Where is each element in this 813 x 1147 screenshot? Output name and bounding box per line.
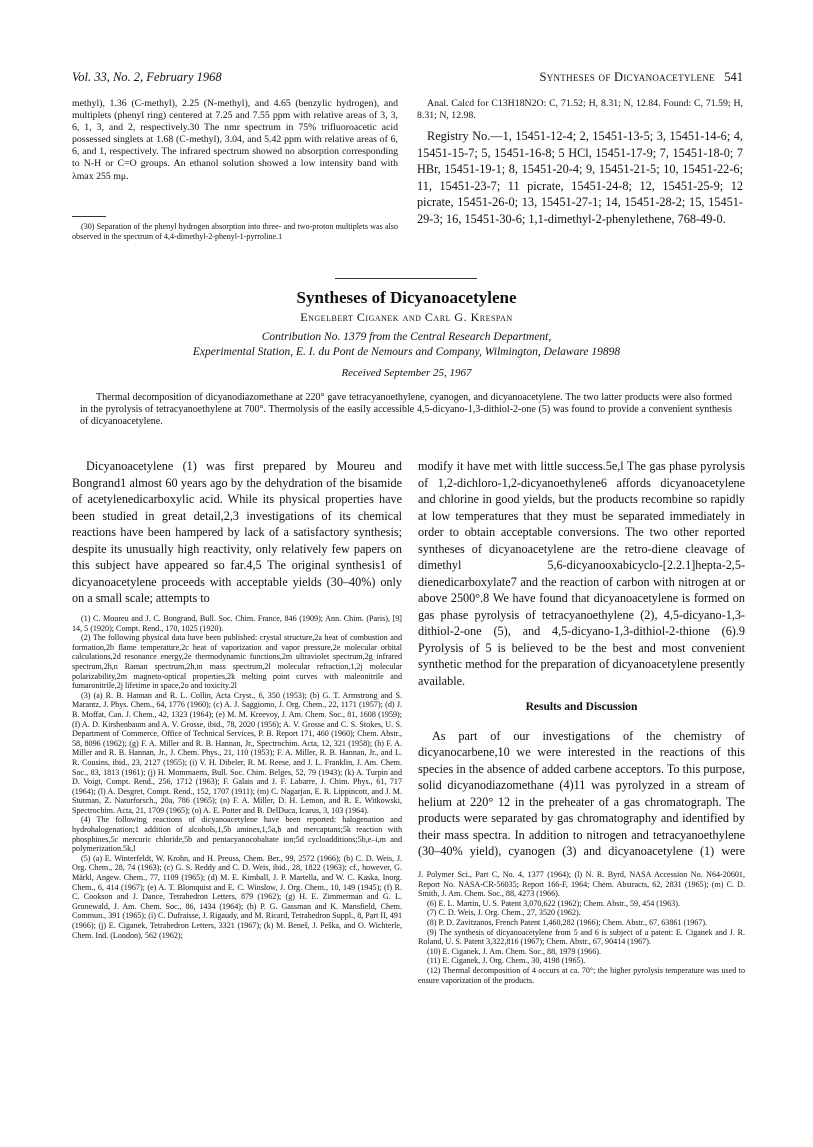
footnote-4: (4) The following reactions of dicyanoacetylene have been reported: halogenation and hydrohalogenation;1 addition of alcohols,1,5b amines,1,5a,b and mercaptans;5k reaction with phosphines,5c mercuric chloride,5b and pentacyanocobaltate ion;5d cycloadditions;5b,e–i,m and polymerization.5k,l: [72, 815, 402, 854]
footnote-1: (1) C. Moureu and J. C. Bongrand, Bull. Soc. Chim. France, 846 (1909); Ann. Chim. (Paris), [9] 14, 5 (1920); Compt. Rend., 170, 1025 (1920).: [72, 614, 402, 633]
footnote-10: (10) E. Ciganek, J. Am. Chem. Soc., 88, 1979 (1966).: [427, 946, 601, 956]
footnote-7: (7) C. D. Weis, J. Org. Chem., 27, 3520 (1962).: [427, 908, 581, 918]
analysis-block: [417, 98, 743, 124]
abstract: [80, 392, 732, 429]
right-footnotes: [418, 870, 745, 1084]
footnote-8: (8) P. D. Zavitzanos, French Patent 1,460,282 (1966); Chem. Abstr., 67, 63861 (1967).: [427, 917, 708, 927]
footnote-5: (5) (a) E. Winterfeldt, W. Krohn, and H. Preuss, Chem. Ber., 99, 2572 (1966); (b) C. D. Weis, J. Org. Chem., 28, 74 (1963); (c) G. S. Reddy and C. D. Weis, ibid., 28, 1822 (1963); cf., however, G. Märkl, Angew. Chem., 77, 1109 (1965); (d) M. E. Kimball, J. P. Martella, and W. C. Kaska, Inorg. Chem., 6, 414 (1967); (e) A. T. Blomquist and E. C. Winslow, J. Org. Chem., 10, 149 (1945); (f) R. C. Cookson and J. Dance, Tetrahedron Letters, 879 (1962); (g) H. E. Zimmerman and G. L. Grunewald, J. Am. Chem. Soc., 86, 1434 (1964); (h) P. G. Gassman and K. Mansfield, Chem. Commun., 391 (1965); (i) C. Dufraisse, J. Rigaudy, and M. Ricard, Tetrahedron Suppl., 8, Part II, 491 (1966); (j) E. Ciganek, Tetrahedron Letters, 3321 (1967); (k) M. Beneš, J. Peška, and O. Wichterle, Chem. Ind. (London), 562 (1962);: [72, 853, 402, 940]
footnote-11: (11) E. Ciganek, J. Org. Chem., 30, 4198 (1965).: [427, 956, 586, 966]
article-separator: [335, 278, 477, 279]
contribution-note: [0, 330, 813, 360]
running-header: [72, 70, 743, 90]
contribution-line-1: Contribution No. 1379 from the Central Research Department,: [261, 331, 552, 343]
nmr-paragraph: methyl), 1.36 (C-methyl), 2.25 (N-methyl), and 4.65 (benzylic hydrogen), and multiplets (phenyl ring) centered at 7.25 and 7.55 ppm with relative areas of 3, 3, 6, 1, 3, and 2, respectively.30 The nmr spectrum in 75% trifluoroacetic acid possessed singlets at 1.68 (C-methyl), 3.04, and 5.42 ppm with relative areas of 6, 6, and 1, respectively. The infrared spectrum showed no absorption corresponding to N-H or C=O groups. An ethanol solution showed a low intensity band with λmax 255 mμ.: [72, 98, 398, 182]
results-paragraph: As part of our investigations of the chemistry of dicyanocarbene,10 we were interested in the reactions of this species in the absence of added carbene acceptors. To this purpose, solid dicyanodiazomethane (4)11 was pyrolyzed in a stream of helium at 220° 12 in the preheater of a gas chromatograph. The products were separated by gas chromatography and identified by their mass spectra. In addition to nitrogen and tetracyanoethylene (30–40% yield), cyanogen (3) and dicyanoacetylene (1) were: [418, 728, 745, 858]
running-head: [539, 70, 743, 85]
footnote-9: (9) The synthesis of dicyanoacetylene from 5 and 6 is subject of a patent: E. Ciganek and J. R. Roland, U. S. Patent 3,322,816 (1967); Chem. Abstr., 67, 90414 (1967).: [418, 927, 745, 947]
registry-block: [417, 128, 743, 278]
footnote-5-continued: J. Polymer Sci., Part C, No. 4, 1377 (1964); (l) N. R. Byrd, NASA Accession No. N64-20601, Report No. NASA-CR-56035; Report 166-F, 1964; Chem. Abstracts, 62, 2831 (1965); (m) C. D. Smith, J. Am. Chem. Soc., 88, 4273 (1966).: [418, 870, 745, 899]
contribution-line-2: Experimental Station, E. I. du Pont de Nemours and Company, Wilmington, Delaware 19898: [192, 346, 621, 358]
journal-volume: Vol. 33, No. 2, February 1968: [72, 70, 222, 84]
footnote-3: (3) (a) R. B. Hannan and R. L. Collin, Acta Cryst., 6, 350 (1953); (b) G. T. Armstrong and S. Marantz, J. Phys. Chem., 64, 1776 (1960); (c) A. J. Saggiomo, J. Org. Chem., 22, 1171 (1957); (d) J. B. Moffat, Can. J. Chem., 42, 1323 (1964); (e) M. M. Kreevoy, J. Am. Chem. Soc., 81, 1608 (1959); (f) A. D. Kirshenbaum and A. V. Grosse, ibid., 78, 2020 (1956); A. V. Grosse and C. S. Stokes, U. S. Department of Commerce, Office of Technical Services, P. B. Report 171, 460 (1960); Chem. Abstr., 58, 8096 (1962); (g) F. A. Miller and R. B. Hannan, Jr., Spectrochim. Acta, 12, 321 (1958); (h) F. A. Miller and R. B. Hannan, Jr., J. Chem. Phys., 21, 110 (1953); F. A. Miller, R. B. Hannan, Jr., and L. R. Cousins, ibid., 23, 2127 (1955); (i) V. H. Dibeler, R. M. Reese, and J. L. Franklin, J. Am. Chem. Soc., 83, 1813 (1961); (j) H. Mommaerts, Bull. Soc. Chim. Belges, 52, 79 (1943); (k) A. Turpin and D. Voigt, Compt. Rend., 256, 1712 (1963); F. Galais and J. F. Labarre, J. Chim. Phys., 61, 717 (1964); (l) A. Desgret, Compt. Rend., 152, 1707 (1911); (m) C. Nagarjan, E. R. Lippincott, and J. M. Stutman, Z. Naturforsch., 20a, 786 (1965); (n) F. A. Miller, D. H. Lemon, and R. E. Witkowski, Spectrochim. Acta, 21, 1709 (1965); (o) A. E. Potter and B. DelDuca, Icarus, 3, 103 (1964).: [72, 690, 402, 815]
intro-body: [72, 458, 402, 606]
right-body: [418, 458, 745, 862]
article-authors: Engelbert Ciganek and Carl G. Krespan: [300, 310, 513, 324]
intro-continued: modify it have met with little success.5e,l The gas phase pyrolysis of 1,2-dichloro-1,2-dicyanoethylene6 affords dicyanoacetylene and chlorine in good yields, but the products recombine so rapidly at low temperatures that they must be separated immediately in order to obtain acceptable conversions. The two other reported syntheses of dicyanoacetylene are the retro-diene cleavage of dimethyl 5,6-dicyanooxabicyclo-[2.2.1]hepta-2,5-dienedicarboxylate7 and the reaction of carbon with nitrogen at or above 2500°.8 We have found that dicyanoacetylene is formed on gas phase pyrolysis of tetracyanoethylene (2), 4,5-dicyano-1,3-dithiol-2-one (5), and 4,5-dicyano-1,3-dithiol-2-thione (6).9 Pyrolysis of 5 is believed to be the best and most convenient synthetic method for the preparation of dicyanoacetylene presently available.: [418, 459, 745, 688]
previous-article-text: [72, 98, 398, 208]
section-heading: Results and Discussion: [525, 701, 638, 713]
previous-article-footnote: [72, 222, 398, 254]
page-number: 541: [724, 70, 743, 84]
analysis-text: Anal. Calcd for C13H18N2O: C, 71.52; H, 8.31; N, 12.84. Found: C, 71.59; H, 8.31; N, 12.98.: [417, 98, 743, 122]
article-title: Syntheses of Dicyanoacetylene: [296, 288, 517, 307]
received-date: Received September 25, 1967: [341, 367, 472, 379]
abstract-text: Thermal decomposition of dicyanodiazomethane at 220° gave tetracyanoethylene, cyanogen, and dicyanoacetylene. The two latter products were also formed in the pyrolysis of tetracyanoethylene at 700°. Thermolysis of the easily accessible 4,5-dicyano-1,3-dithiol-2-one (5) was found to provide a convenient synthesis of dicyanoacetylene.: [80, 392, 732, 428]
footnote-12: (12) Thermal decomposition of 4 occurs at ca. 70°; the higher pyrolysis temperature was used to ensure vaporization of the products.: [418, 965, 745, 985]
footnote-2: (2) The following physical data have been published: crystal structure,2a heat of combustion and formation,2b flame temperature,2c heat of vaporization and vapor pressure,2e molecular orbital calculations,2d resonance energy,2e thermodynamic functions,2m ultraviolet spectrum,2g infrared spectrum,2h,n Raman spectrum,2h,m mass spectrum,2l molecular refraction,1,2j molecular polarizability,2m magneto-optical properties,2k melting point curves with maleonitrile and fumaronitrile,2j lifetime in space,2o and toxicity.2l: [72, 633, 402, 691]
footnote-6: (6) E. L. Martin, U. S. Patent 3,070,622 (1962); Chem. Abstr., 59, 454 (1963).: [427, 898, 680, 908]
intro-paragraph: Dicyanoacetylene (1) was first prepared by Moureu and Bongrand1 almost 60 years ago by the dehydration of the bisamide of acetylenedicarboxylic acid. While its physical properties have been studied in great detail,2,3 investigations of its chemical reactions have been hampered by lack of a satisfactory synthesis; despite its unusually high reactivity, only relatively few papers on this subject have appeared so far.4,5 The original synthesis1 of dicyanoacetylene proceeds with acceptable yields (30–40%) only on a small scale; attempts to: [72, 459, 402, 605]
left-footnotes: [72, 614, 402, 1084]
footnote-rule: [72, 216, 106, 217]
running-title: Syntheses of Dicyanoacetylene: [539, 70, 715, 84]
footnote-30: (30) Separation of the phenyl hydrogen absorption into three- and two-proton multiplets was also observed in the spectrum of 4,4-dimethyl-2-phenyl-1-pyrroline.1: [72, 222, 398, 241]
registry-numbers: Registry No.—1, 15451-12-4; 2, 15451-13-5; 3, 15451-14-6; 4, 15451-15-7; 5, 15451-16-8; 5 HCl, 15451-17-9; 7, 15451-18-0; 7 HBr, 15451-19-1; 8, 15451-20-4; 9, 15451-21-5; 10, 15451-22-6; 11, 15451-23-7; 11 picrate, 15451-24-8; 12, 15451-25-9; 12 picrate, 15451-26-0; 13, 15451-27-1; 14, 15451-28-2; 15, 15451-29-3; 16, 15451-30-6; 1,1-dimethyl-2-phenylethene, 768-49-0.: [417, 129, 743, 226]
